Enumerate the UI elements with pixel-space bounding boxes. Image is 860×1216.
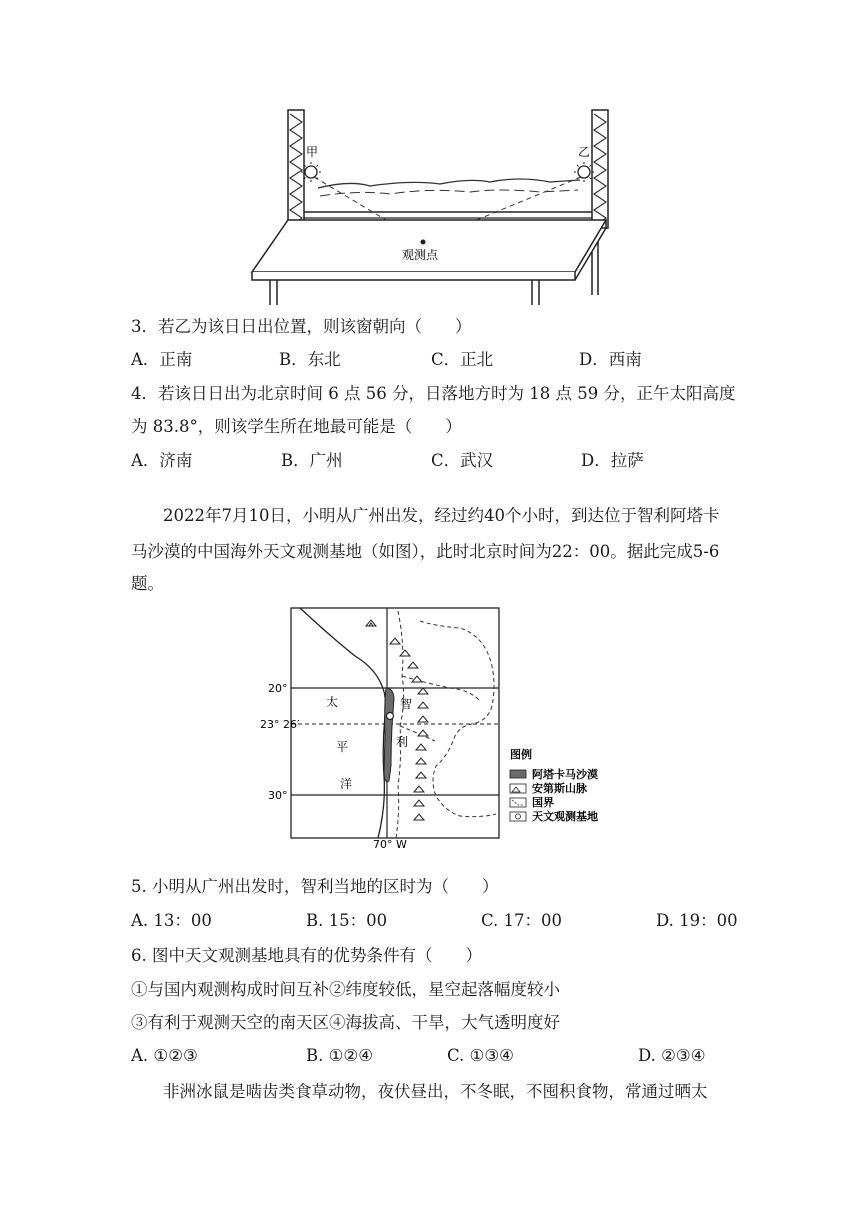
legend-item-andes: 安第斯山脉 bbox=[532, 782, 587, 795]
q6-stem: 6. 图中天文观测基地具有的优势条件有（ ） bbox=[131, 946, 482, 965]
label-jia: 甲 bbox=[306, 145, 319, 159]
legend-item-observatory: 天文观测基地 bbox=[532, 810, 598, 823]
chile-map-figure bbox=[260, 606, 620, 851]
q6-option-d[interactable]: D. ②③④ bbox=[638, 1046, 706, 1065]
ocean-label-3: 洋 bbox=[340, 777, 353, 791]
q3-option-b[interactable]: B．东北 bbox=[279, 350, 341, 369]
q5-option-a[interactable]: A. 13：00 bbox=[131, 911, 212, 930]
q6-option-a[interactable]: A. ①②③ bbox=[131, 1046, 198, 1065]
q5-stem: 5. 小明从广州出发时，智利当地的区时为（ ） bbox=[131, 877, 499, 896]
q6-option-b[interactable]: B. ①②④ bbox=[306, 1046, 373, 1065]
intro-line1: 2022年7月10日，小明从广州出发，经过约40个小时，到达位于智利阿塔卡 bbox=[163, 506, 720, 525]
label-observation-point: 观测点 bbox=[402, 248, 439, 262]
lat-30-label: 30° bbox=[268, 789, 288, 802]
q3-option-d[interactable]: D．西南 bbox=[579, 350, 642, 369]
q3-option-c[interactable]: C．正北 bbox=[431, 350, 494, 369]
q6-statement-line1: ①与国内观测构成时间互补②纬度较低，星空起落幅度较小 bbox=[131, 980, 560, 999]
label-yi: 乙 bbox=[578, 145, 591, 159]
ocean-label-1: 太 bbox=[326, 695, 339, 709]
window-frame-right bbox=[592, 110, 608, 228]
table bbox=[252, 220, 606, 305]
q5-option-d[interactable]: D. 19：00 bbox=[656, 911, 738, 930]
q4-option-a[interactable]: A．济南 bbox=[131, 451, 193, 470]
q4-option-d[interactable]: D．拉萨 bbox=[581, 451, 644, 470]
q4-option-c[interactable]: C．武汉 bbox=[431, 451, 494, 470]
q3-option-a[interactable]: A．正南 bbox=[131, 350, 193, 369]
lon-70w-label: 70° W bbox=[373, 838, 407, 851]
intro-line3: 题。 bbox=[131, 574, 164, 593]
q3-stem: 3．若乙为该日日出位置，则该窗朝向（ ） bbox=[131, 317, 472, 336]
legend-item-desert: 阿塔卡马沙漠 bbox=[532, 768, 598, 781]
next-passage-line1: 非洲冰鼠是啮齿类食草动物，夜伏昼出，不冬眠，不囤积食物，常通过晒太 bbox=[163, 1082, 708, 1101]
legend-title: 图例 bbox=[510, 748, 532, 761]
observation-point-marker bbox=[421, 240, 426, 245]
q4-stem-line1: 4．若该日日出为北京时间 6 点 56 分，日落地方时为 18 点 59 分，正午太阳高度 bbox=[131, 384, 736, 403]
country-label-2: 利 bbox=[396, 735, 409, 749]
lat-20-label: 20° bbox=[268, 682, 288, 695]
ocean-label-2: 平 bbox=[336, 740, 349, 754]
legend-item-border: 国界 bbox=[532, 796, 554, 809]
intro-line2: 马沙漠的中国海外天文观测基地（如图），此时北京时间为22：00。据此完成5-6 bbox=[131, 542, 720, 561]
observatory-icon bbox=[387, 713, 394, 720]
q5-option-b[interactable]: B. 15：00 bbox=[306, 911, 388, 930]
window-observation-figure bbox=[240, 100, 620, 310]
legend bbox=[510, 747, 598, 823]
q4-option-b[interactable]: B．广州 bbox=[281, 451, 343, 470]
q4-stem-line2: 为 83.8°，则该学生所在地最可能是（ ） bbox=[131, 417, 462, 436]
q5-option-c[interactable]: C. 17：00 bbox=[481, 911, 563, 930]
country-label-1: 智 bbox=[400, 697, 413, 711]
q6-option-c[interactable]: C. ①③④ bbox=[447, 1046, 514, 1065]
q6-statement-line2: ③有利于观测天空的南天区④海拔高、干旱，大气透明度好 bbox=[131, 1013, 560, 1032]
horizon-line bbox=[318, 179, 580, 188]
window-frame-left bbox=[288, 110, 304, 228]
lat-2326-label: 23° 26′ bbox=[260, 718, 300, 731]
